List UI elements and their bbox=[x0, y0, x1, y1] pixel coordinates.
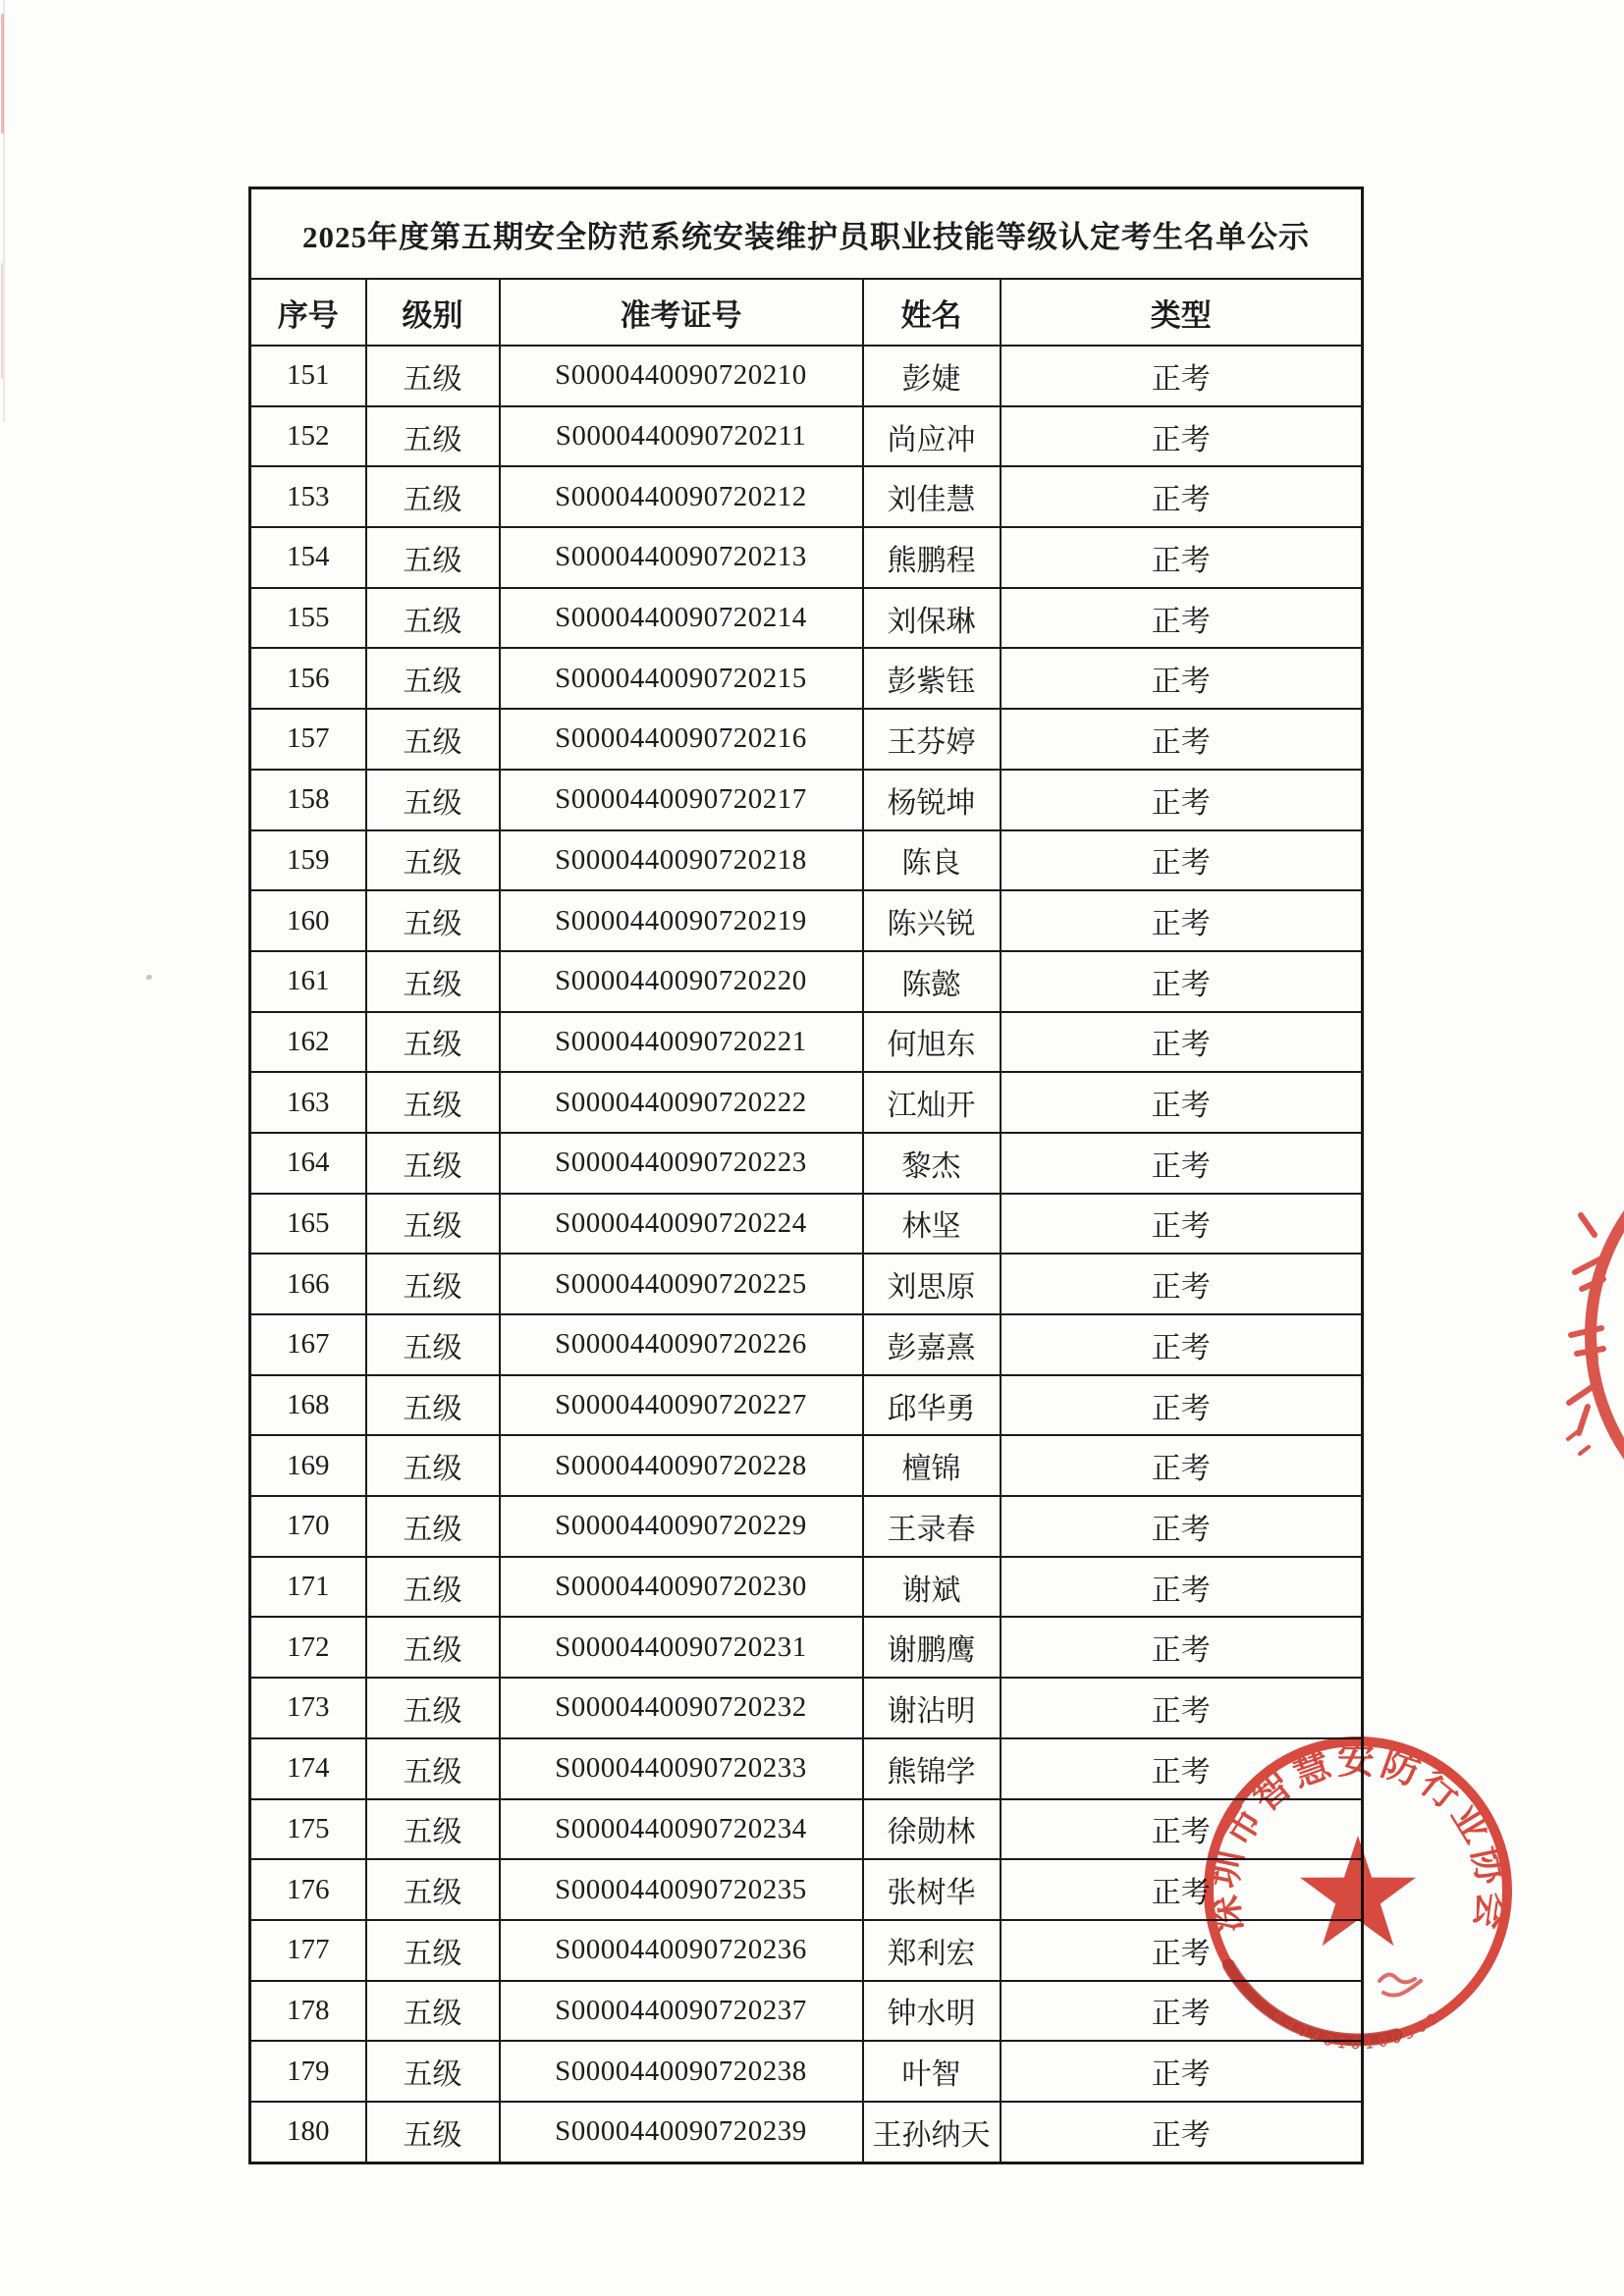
cell-name: 彭嘉熹 bbox=[863, 1314, 1001, 1375]
cell-ticket-number: S0000440090720214 bbox=[500, 588, 863, 649]
cell-name: 谢沾明 bbox=[863, 1678, 1001, 1738]
cell-exam-type: 正考 bbox=[1001, 890, 1363, 951]
cell-ticket-number: S0000440090720232 bbox=[500, 1678, 863, 1738]
table-row bbox=[250, 1072, 1363, 1133]
cell-level: 五级 bbox=[366, 1920, 500, 1981]
cell-exam-type: 正考 bbox=[1001, 1012, 1363, 1073]
cell-name: 王孙纳天 bbox=[863, 2102, 1001, 2163]
cell-exam-type: 正考 bbox=[1001, 1678, 1363, 1738]
cell-serial-number: 165 bbox=[250, 1194, 366, 1255]
cell-exam-type: 正考 bbox=[1001, 1617, 1363, 1678]
column-header-ticket: 准考证号 bbox=[500, 279, 863, 346]
cell-serial-number: 160 bbox=[250, 890, 366, 951]
column-header-type: 类型 bbox=[1001, 279, 1363, 346]
cell-level: 五级 bbox=[366, 1435, 500, 1496]
cell-name: 刘思原 bbox=[863, 1254, 1001, 1314]
scan-speck bbox=[146, 975, 152, 980]
cell-ticket-number: S0000440090720228 bbox=[500, 1435, 863, 1496]
cell-name: 叶智 bbox=[863, 2041, 1001, 2102]
table-header-row bbox=[250, 279, 1363, 346]
table-row bbox=[250, 770, 1363, 830]
cell-serial-number: 155 bbox=[250, 588, 366, 649]
cell-ticket-number: S0000440090720231 bbox=[500, 1617, 863, 1678]
cell-level: 五级 bbox=[366, 2102, 500, 2163]
cell-ticket-number: S0000440090720234 bbox=[500, 1799, 863, 1860]
table-row bbox=[250, 1194, 1363, 1255]
column-header-serial: 序号 bbox=[250, 279, 366, 346]
table-row bbox=[250, 709, 1363, 770]
table-row bbox=[250, 890, 1363, 951]
cell-serial-number: 170 bbox=[250, 1496, 366, 1557]
cell-level: 五级 bbox=[366, 1557, 500, 1618]
cell-level: 五级 bbox=[366, 951, 500, 1012]
table-row bbox=[250, 466, 1363, 527]
cell-serial-number: 152 bbox=[250, 406, 366, 467]
cell-ticket-number: S0000440090720223 bbox=[500, 1133, 863, 1194]
table-row bbox=[250, 1617, 1363, 1678]
cell-serial-number: 162 bbox=[250, 1012, 366, 1073]
cell-serial-number: 166 bbox=[250, 1254, 366, 1314]
cell-ticket-number: S0000440090720210 bbox=[500, 346, 863, 406]
red-ink-sliver bbox=[1, 14, 4, 133]
official-seal-stamp bbox=[1191, 1724, 1525, 2057]
cell-exam-type: 正考 bbox=[1001, 2102, 1363, 2163]
cell-name: 郑利宏 bbox=[863, 1920, 1001, 1981]
table-row bbox=[250, 346, 1363, 406]
cell-serial-number: 151 bbox=[250, 346, 366, 406]
cell-ticket-number: S0000440090720211 bbox=[500, 406, 863, 467]
cell-serial-number: 153 bbox=[250, 466, 366, 527]
cell-exam-type: 正考 bbox=[1001, 1920, 1363, 1981]
table-row bbox=[250, 1557, 1363, 1618]
cell-serial-number: 172 bbox=[250, 1617, 366, 1678]
cell-serial-number: 154 bbox=[250, 527, 366, 588]
cell-name: 钟水明 bbox=[863, 1981, 1001, 2042]
cell-ticket-number: S0000440090720219 bbox=[500, 890, 863, 951]
cell-serial-number: 178 bbox=[250, 1981, 366, 2042]
cell-exam-type: 正考 bbox=[1001, 1254, 1363, 1314]
cell-exam-type: 正考 bbox=[1001, 346, 1363, 406]
cell-exam-type: 正考 bbox=[1001, 648, 1363, 709]
cell-ticket-number: S0000440090720238 bbox=[500, 2041, 863, 2102]
seal-organization-text: 深圳市智慧安防行业协会 bbox=[1203, 1740, 1513, 1936]
cell-serial-number: 157 bbox=[250, 709, 366, 770]
cell-ticket-number: S0000440090720226 bbox=[500, 1314, 863, 1375]
cell-ticket-number: S0000440090720216 bbox=[500, 709, 863, 770]
cell-level: 五级 bbox=[366, 406, 500, 467]
cell-level: 五级 bbox=[366, 1254, 500, 1314]
table-row bbox=[250, 1435, 1363, 1496]
cell-exam-type: 正考 bbox=[1001, 709, 1363, 770]
cell-serial-number: 174 bbox=[250, 1738, 366, 1799]
table-row bbox=[250, 1012, 1363, 1073]
cell-level: 五级 bbox=[366, 1194, 500, 1255]
cell-level: 五级 bbox=[366, 830, 500, 891]
cell-name: 尚应冲 bbox=[863, 406, 1001, 467]
cell-level: 五级 bbox=[366, 1375, 500, 1436]
cell-level: 五级 bbox=[366, 1496, 500, 1557]
cell-exam-type: 正考 bbox=[1001, 1859, 1363, 1920]
cell-ticket-number: S0000440090720237 bbox=[500, 1981, 863, 2042]
cell-name: 徐勋林 bbox=[863, 1799, 1001, 1860]
partial-seal-fragment bbox=[1551, 1178, 1624, 1502]
column-header-name: 姓名 bbox=[863, 279, 1001, 346]
cell-level: 五级 bbox=[366, 1738, 500, 1799]
cell-level: 五级 bbox=[366, 648, 500, 709]
cell-name: 陈兴锐 bbox=[863, 890, 1001, 951]
cell-serial-number: 173 bbox=[250, 1678, 366, 1738]
cell-serial-number: 179 bbox=[250, 2041, 366, 2102]
cell-level: 五级 bbox=[366, 346, 500, 406]
column-header-level: 级别 bbox=[366, 279, 500, 346]
cell-ticket-number: S0000440090720220 bbox=[500, 951, 863, 1012]
cell-exam-type: 正考 bbox=[1001, 1981, 1363, 2042]
table-row bbox=[250, 1375, 1363, 1436]
cell-ticket-number: S0000440090720236 bbox=[500, 1920, 863, 1981]
table-row bbox=[250, 951, 1363, 1012]
cell-ticket-number: S0000440090720225 bbox=[500, 1254, 863, 1314]
cell-level: 五级 bbox=[366, 1678, 500, 1738]
cell-name: 杨锐坤 bbox=[863, 770, 1001, 830]
cell-exam-type: 正考 bbox=[1001, 1799, 1363, 1860]
table-title-row bbox=[250, 188, 1363, 280]
table-row bbox=[250, 1496, 1363, 1557]
cell-name: 彭紫钰 bbox=[863, 648, 1001, 709]
cell-serial-number: 163 bbox=[250, 1072, 366, 1133]
cell-exam-type: 正考 bbox=[1001, 770, 1363, 830]
cell-name: 刘佳慧 bbox=[863, 466, 1001, 527]
cell-level: 五级 bbox=[366, 1799, 500, 1860]
cell-ticket-number: S0000440090720239 bbox=[500, 2102, 863, 2163]
cell-serial-number: 156 bbox=[250, 648, 366, 709]
cell-name: 邱华勇 bbox=[863, 1375, 1001, 1436]
cell-name: 黎杰 bbox=[863, 1133, 1001, 1194]
cell-level: 五级 bbox=[366, 1072, 500, 1133]
cell-name: 刘保琳 bbox=[863, 588, 1001, 649]
table-row bbox=[250, 648, 1363, 709]
cell-name: 王录春 bbox=[863, 1496, 1001, 1557]
cell-serial-number: 158 bbox=[250, 770, 366, 830]
svg-text:4403010100502 bbox=[1271, 2006, 1446, 2053]
cell-exam-type: 正考 bbox=[1001, 1133, 1363, 1194]
cell-level: 五级 bbox=[366, 2041, 500, 2102]
cell-exam-type: 正考 bbox=[1001, 2041, 1363, 2102]
cell-serial-number: 159 bbox=[250, 830, 366, 891]
cell-name: 彭婕 bbox=[863, 346, 1001, 406]
cell-name: 林坚 bbox=[863, 1194, 1001, 1255]
cell-exam-type: 正考 bbox=[1001, 1738, 1363, 1799]
table-row bbox=[250, 1254, 1363, 1314]
cell-exam-type: 正考 bbox=[1001, 406, 1363, 467]
cell-exam-type: 正考 bbox=[1001, 1375, 1363, 1436]
table-title: 2025年度第五期安全防范系统安装维护员职业技能等级认定考生名单公示 bbox=[250, 188, 1363, 280]
cell-ticket-number: S0000440090720217 bbox=[500, 770, 863, 830]
cell-name: 谢斌 bbox=[863, 1557, 1001, 1618]
cell-ticket-number: S0000440090720218 bbox=[500, 830, 863, 891]
cell-serial-number: 180 bbox=[250, 2102, 366, 2163]
cell-name: 陈良 bbox=[863, 830, 1001, 891]
cell-serial-number: 168 bbox=[250, 1375, 366, 1436]
cell-level: 五级 bbox=[366, 1314, 500, 1375]
table-row bbox=[250, 406, 1363, 467]
cell-exam-type: 正考 bbox=[1001, 1194, 1363, 1255]
cell-exam-type: 正考 bbox=[1001, 1496, 1363, 1557]
cell-level: 五级 bbox=[366, 1981, 500, 2042]
seal-ink-smudge bbox=[1380, 1975, 1421, 1996]
cell-name: 陈懿 bbox=[863, 951, 1001, 1012]
cell-name: 张树华 bbox=[863, 1859, 1001, 1920]
cell-serial-number: 177 bbox=[250, 1920, 366, 1981]
cell-serial-number: 161 bbox=[250, 951, 366, 1012]
cell-level: 五级 bbox=[366, 1133, 500, 1194]
cell-exam-type: 正考 bbox=[1001, 1435, 1363, 1496]
table-row bbox=[250, 588, 1363, 649]
cell-ticket-number: S0000440090720230 bbox=[500, 1557, 863, 1618]
cell-exam-type: 正考 bbox=[1001, 527, 1363, 588]
cell-level: 五级 bbox=[366, 1012, 500, 1073]
cell-serial-number: 171 bbox=[250, 1557, 366, 1618]
table-row bbox=[250, 1133, 1363, 1194]
cell-ticket-number: S0000440090720213 bbox=[500, 527, 863, 588]
cell-exam-type: 正考 bbox=[1001, 1072, 1363, 1133]
cell-level: 五级 bbox=[366, 527, 500, 588]
cell-level: 五级 bbox=[366, 890, 500, 951]
cell-name: 熊鹏程 bbox=[863, 527, 1001, 588]
cell-level: 五级 bbox=[366, 1617, 500, 1678]
cell-serial-number: 167 bbox=[250, 1314, 366, 1375]
table-row bbox=[250, 1314, 1363, 1375]
cell-name: 熊锦学 bbox=[863, 1738, 1001, 1799]
cell-exam-type: 正考 bbox=[1001, 830, 1363, 891]
cell-ticket-number: S0000440090720212 bbox=[500, 466, 863, 527]
cell-ticket-number: S0000440090720222 bbox=[500, 1072, 863, 1133]
cell-exam-type: 正考 bbox=[1001, 588, 1363, 649]
cell-name: 何旭东 bbox=[863, 1012, 1001, 1073]
table-row bbox=[250, 527, 1363, 588]
cell-name: 檀锦 bbox=[863, 1435, 1001, 1496]
cell-ticket-number: S0000440090720229 bbox=[500, 1496, 863, 1557]
cell-level: 五级 bbox=[366, 770, 500, 830]
cell-ticket-number: S0000440090720215 bbox=[500, 648, 863, 709]
seal-star-icon bbox=[1300, 1836, 1416, 1946]
cell-name: 谢鹏鹰 bbox=[863, 1617, 1001, 1678]
cell-ticket-number: S0000440090720233 bbox=[500, 1738, 863, 1799]
cell-level: 五级 bbox=[366, 709, 500, 770]
cell-name: 王芬婷 bbox=[863, 709, 1001, 770]
cell-exam-type: 正考 bbox=[1001, 1314, 1363, 1375]
cell-serial-number: 176 bbox=[250, 1859, 366, 1920]
cell-ticket-number: S0000440090720235 bbox=[500, 1859, 863, 1920]
cell-ticket-number: S0000440090720224 bbox=[500, 1194, 863, 1255]
red-ink-sliver bbox=[1, 263, 3, 379]
cell-serial-number: 169 bbox=[250, 1435, 366, 1496]
cell-serial-number: 175 bbox=[250, 1799, 366, 1860]
seal-code-text: 4403010100502 bbox=[1270, 2006, 1446, 2054]
cell-level: 五级 bbox=[366, 588, 500, 649]
cell-ticket-number: S0000440090720227 bbox=[500, 1375, 863, 1436]
table-row bbox=[250, 2102, 1363, 2163]
cell-serial-number: 164 bbox=[250, 1133, 366, 1194]
table-row bbox=[250, 830, 1363, 891]
cell-level: 五级 bbox=[366, 466, 500, 527]
cell-exam-type: 正考 bbox=[1001, 951, 1363, 1012]
cell-level: 五级 bbox=[366, 1859, 500, 1920]
cell-exam-type: 正考 bbox=[1001, 1557, 1363, 1618]
cell-name: 江灿开 bbox=[863, 1072, 1001, 1133]
cell-ticket-number: S0000440090720221 bbox=[500, 1012, 863, 1073]
cell-exam-type: 正考 bbox=[1001, 466, 1363, 527]
